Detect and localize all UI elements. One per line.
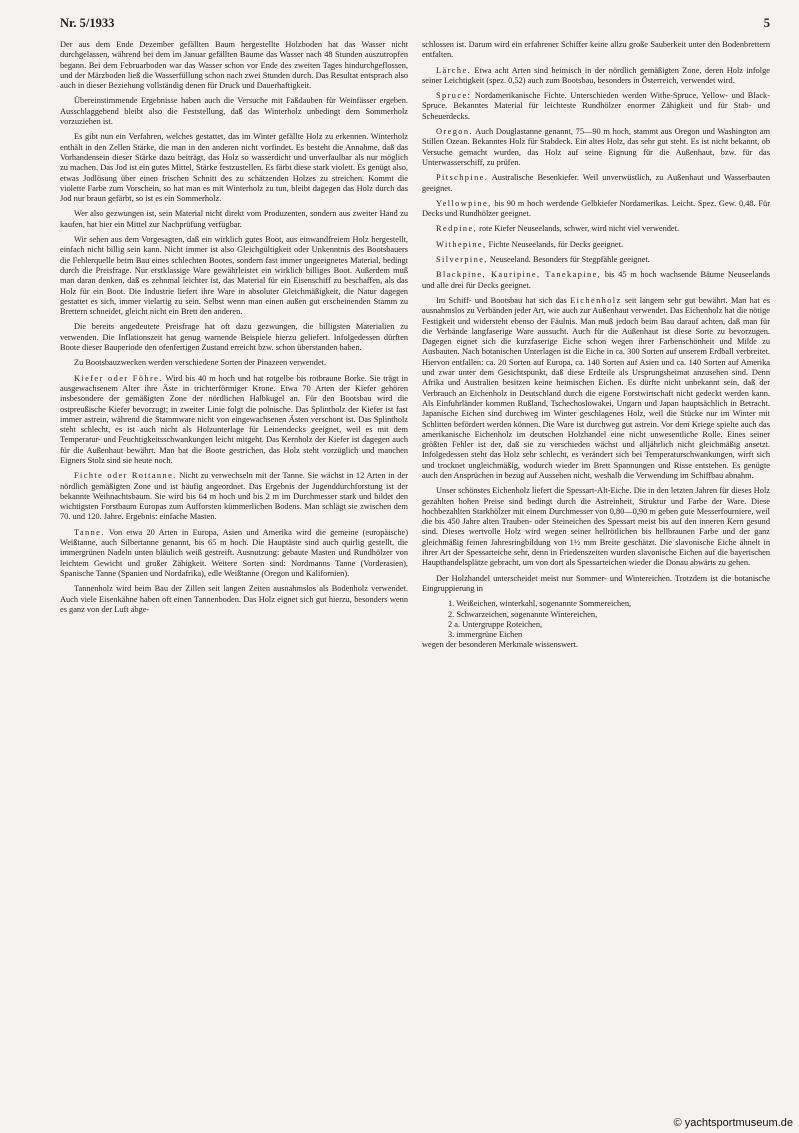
paragraph bbox=[422, 40, 770, 61]
paragraph-text: schlossen ist. Darum wird ein erfahrener Schiffer keine allzu große Sauberkeit unter den Bodenbrettern entfalten. bbox=[422, 40, 770, 60]
list-item: 2. Schwarzeichen, sogenannte Wintereichen, bbox=[448, 609, 598, 619]
paragraph-text: Etwa acht Arten sind heimisch in der nördlich gemäßigten Zone, deren Holz infolge seiner Leichtigkeit (spez. 0,52) auch zum Bootsbau, besonders in Österreich, verwendet wird. bbox=[422, 65, 770, 85]
paragraph bbox=[422, 66, 770, 87]
wood-term: Kiefer oder Föhre. bbox=[74, 373, 163, 383]
closing-line: wegen der besonderen Merkmale wissenswert. bbox=[422, 640, 578, 650]
paragraph-text: Übereinstimmende Ergebnisse haben auch die Versuche mit Faßdauben für Weinfässer ergeben. Ausschlaggebend bleibt also die Feststellung, daß das Winterholz unbedingt dem Sommerholz vorzuziehen ist. bbox=[60, 96, 408, 127]
paragraph bbox=[60, 374, 408, 467]
paragraph bbox=[60, 132, 408, 204]
wood-term: Tanne. bbox=[74, 527, 105, 537]
wood-term: Oregon. bbox=[436, 127, 473, 137]
paragraph-text: Neuseeland. Besonders für Stegpfähle geeignet. bbox=[487, 255, 650, 265]
paragraph-text: Australische Besenkiefer. Weil unverwüstlich, zu Außenhaut und Wasserbauten geeignet. bbox=[422, 173, 770, 193]
issue-number: Nr. 5/1933 bbox=[60, 16, 115, 30]
paragraph bbox=[422, 224, 770, 234]
paragraph-text: Tannenholz wird beim Bau der Zillen seit langen Zeiten ausnahmslos als Bodenholz verwendet. Auch viele Eisenkähne haben oft einen Tannenboden. Das Holz eignet sich gut hierzu, besonders wenn es ganz von der Luft abge- bbox=[60, 584, 408, 614]
wood-term: Spruce: bbox=[436, 91, 472, 101]
wood-term: Blackpine, Kauripine, Tanekapine, bbox=[436, 270, 602, 280]
paragraph bbox=[422, 270, 770, 291]
wood-term: Redpine, bbox=[436, 224, 478, 234]
paragraph bbox=[422, 240, 770, 250]
paragraph bbox=[422, 255, 770, 265]
paragraph bbox=[422, 91, 770, 122]
paragraph-text: Wir sehen aus dem Vorgesagten, daß ein wirklich gutes Boot, aus einwandfreiem Holz hergestellt, einfach nicht billig sein kann. Nicht immer ist also Gleichgültigkeit oder Unkenntnis des Bootsbauers die Fehlerquelle beim Bau eines schlechten Bootes, sondern fast immer ungeeignetes Material, bedingt durch die Preisfrage. Nur erstklassige Ware gewährleistet ein wirklich billiges Boot. Außerdem muß man daran denken, daß es zehnmal leichter ist, das Material für ein Eisenschiff zu beschaffen, als das Holz für ein Boot. Die Industrie liefert ihre Ware in absoluter Gleichmäßigkeit, die Natur dagegen gestattet es sich, immer vielartig zu sein. Selbst wenn man einen außen gut erscheinenden Stamm zu Brettern schneidet, gleicht nicht ein Brett den anderen. bbox=[60, 235, 408, 317]
oak-classification-list bbox=[422, 599, 770, 640]
paragraph-text: Fichte Neuseelands, für Decks geeignet. bbox=[486, 239, 623, 249]
paragraph-text: Nicht zu verwechseln mit der Tanne. Sie wächst in 12 Arten in der nördlich gemäßigten Zone und ist häufig angeordnet. Das Ergebnis der Jugenddurchforstung ist der bekannte Weihnachtsbaum. Sie wird bis 64 m hoch und bis 2 m im Durchmesser stark und bildet den wichtigsten Forstbaum Europas zum Aufforsten kümmerlichen Bodens. Man schlägt sie zwischen dem 70. und 120. Jahre. Ergebnis: einfache Masten. bbox=[60, 471, 408, 522]
paragraph bbox=[422, 199, 770, 220]
paragraph-text: bis 45 m hoch wachsende Bäume Neuseelands und alle drei für Decks geeignet. bbox=[422, 270, 770, 290]
paragraph bbox=[60, 209, 408, 230]
right-column-paragraphs bbox=[422, 40, 770, 594]
paragraph-text: Von etwa 20 Arten in Europa, Asien und Amerika wird die gemeine (europäische) Weißtanne, auch Silbertanne genannt, bis 65 m hoch. Die Hauptäste sind auch quirlig gestellt, die immergrünen Nadeln unten bläulich weiß gestreift. Ausnutzung: gebaute Masten und Rundhölzer von leichtem Gewicht und großer Zähigkeit. Weitere Sorten sind: Nordmanns Tanne (Vorderasien), Spanische Tanne (Spanien und Nordafrika), edle Weißtanne (Oregon und Kalifornien). bbox=[60, 527, 408, 578]
wood-term: Lärche. bbox=[436, 65, 472, 75]
paragraph bbox=[60, 322, 408, 353]
paragraph-text: Es gibt nun ein Verfahren, welches gestattet, das im Winter gefällte Holz zu erkennen. Winterholz enthält in den Zellen Stärke, die man in den anderen nicht vorfindet. Es besteht die Annahme, daß das Vorhandensein dieser Stärke dazu beiträgt, das Holz so wasserdicht und unverfaulbar als nur möglich zu machen. Das Jod ist ein gutes Mittel, Stärke festzustellen. Es färbt diese stark violett. Es genügt also, etwas Jodlösung über einen frischen Schnitt des zu schätzenden Holzes zu streichen. Kommt die violette Farbe zum Vorschein, so hat man es mit Winterholz zu tun, bleibt dagegen das Holz durch das Jod nur braun gefärbt, so ist es ein Sommerholz. bbox=[60, 132, 408, 204]
left-column bbox=[60, 40, 408, 1090]
paragraph bbox=[60, 96, 408, 127]
wood-term: Pitschpine. bbox=[436, 173, 489, 183]
list-item: 2 a. Untergruppe Roteichen, bbox=[448, 619, 543, 629]
wood-term: Eichenholz bbox=[570, 295, 622, 305]
paragraph bbox=[60, 584, 408, 615]
paragraph-lead-text: Im Schiff- und Bootsbau hat sich das bbox=[436, 295, 571, 305]
paragraph-text: Der aus dem Ende Dezember gefällten Baum hergestellte Holzboden hat das Wasser nicht durchgelassen, während bei dem im Januar gefällten Baume das Wasser nach 48 Stunden auszutropfen begann. Bei dem Februarboden war das Wasser schon vor Ende des zweiten Tages hindurchgeflossen, und der Märzboden ließ die Wasserfüllung schon nach zwei Stunden durch. Das Resultat entsprach also auch in dieser Beziehung vollständig denen für Druck und Dauerhaftigkeit. bbox=[60, 40, 408, 91]
paragraph bbox=[60, 471, 408, 522]
paragraph-text: Auch Douglastanne genannt, 75—90 m hoch, stammt aus Oregon und Washington am Stillen Ozean. Bekanntes Holz für Stabdeck. Ein altes Holz, das sehr gut steht. Es ist nicht bekannt, ob Versuche gemacht wurden, das Holz auf seine Eignung für die Außenhaut, bzw. für das Unterwasserschiff, zu prüfen. bbox=[422, 127, 770, 167]
wood-term: Silverpine, bbox=[436, 255, 488, 265]
paragraph-text: Der Holzhandel unterscheidet meist nur Sommer- und Wintereichen. Trotzdem ist die botanische Eingruppierung in bbox=[422, 573, 770, 593]
paragraph-text: seit langem sehr gut bewährt. Man hat es ausnahmslos zu Verbänden jeder Art, wie auch zur Außenhaut verwendet. Das Eichenholz hat die nötige Festigkeit und widersteht ebenso der Fäulnis. Man muß jedoch beim Bau darauf achten, daß man für die Verbände langfaserige Ware aussucht. Auch für die Außenhaut ist diese Sorte zu bevorzugen. Dagegen eignet sich die kurzfaserige Eiche schon wegen ihrer Farbenschönheit und Milde zu Ausbauten. Nach botanischen Unterlagen ist die Eiche in ca. 300 Sorten auf unserem Erdball verbreitet. Hiervon entfallen: ca. 20 Sorten auf Europa, ca. 140 Sorten auf Asien und ca. 140 Sorten auf Amerika und zwar unter dem Gesichtspunkt, daß diese Erdteile als Ursprungsheimat anzusehen sind. Denn Afrika und Australien besitzen keine heimischen Eichen. Es dürfte nicht unbekannt sein, daß der Verbrauch an Eichenholz in Deutschland durch die eigene Forstwirtschaft nicht gedeckt werden kann. Als Einfuhrländer kommen Rußland, Tschechoslowakei, Ungarn und Japan hauptsächlich in Betracht. Japanische Eichen sind durchweg im Winter geschlagenes Holz, weil die Stücke nur im Winter mit Schlitten befördert werden können. Die Ware ist durchweg gut astrein. Vor dem Kriege spielte auch das amerikanische Eichenholz im deutschen Holzhandel eine nicht unwesentliche Rolle. Eines seiner größten Fehler ist der, daß sie zu verschieden wächst und alljährlich nicht gleichmäßig ansetzt. Infolgedessen steht das Holz sehr schlecht, es verändert sich bei Temperaturschwankungen, wirft sich und trocknet ungleichmäßig, wodurch wieder im Brett Spannungen und Risse entstehen. Es genügte auch den Ansprüchen in bezug auf Aussehen nicht, weshalb die Verwendung im Schiffbau abnahm. bbox=[422, 295, 770, 480]
right-column bbox=[422, 40, 770, 1090]
list-item: 3. immergrüne Eichen bbox=[448, 630, 523, 640]
list-item: 1. Weißeichen, winterkahl, sogenannte Sommereichen, bbox=[448, 599, 632, 609]
paragraph bbox=[422, 127, 770, 168]
paragraph-text: rote Kiefer Neuseelands, schwer, wird nicht viel verwendet. bbox=[477, 224, 680, 234]
paragraph-text: Die bereits angedeutete Preisfrage hat oft dazu gezwungen, die billigsten Materialien zu verwenden. Die Inflationszeit hat genug warnende Beispiele hierzu geliefert. Infolgedessen dürften Boote dieser Bauperiode den ofenfertigen Zustand erreicht bzw. schon überstanden haben. bbox=[60, 322, 408, 353]
paragraph bbox=[422, 173, 770, 194]
copyright-credit: © yachtsportmuseum.de bbox=[673, 1117, 793, 1129]
page-header bbox=[60, 16, 770, 36]
wood-term: Yellowpine, bbox=[436, 198, 492, 208]
paragraph bbox=[60, 235, 408, 317]
wood-term: Withepine, bbox=[436, 239, 487, 249]
paragraph bbox=[60, 40, 408, 91]
wood-term: Fichte oder Rottanne. bbox=[74, 471, 177, 481]
paragraph bbox=[60, 528, 408, 579]
paragraph bbox=[422, 296, 770, 481]
paragraph-text: bis 90 m hoch werdende Gelbkiefer Nordamerikas. Leicht. Spez. Gew. 0,48. Für Decks und Rundhölzer geeignet. bbox=[422, 198, 770, 219]
paragraph-text: Zu Bootsbauzwecken werden verschiedene Sorten der Pinazeen verwendet. bbox=[74, 358, 327, 368]
paragraph-text: Unser schönstes Eichenholz liefert die Spessart-Alt-Eiche. Die in den letzten Jahren für dieses Holz gezahlten hohen Preise sind bedingt durch die Astreinheit, Struktur und Farbe der Ware. Diese hochbezahlten Starkhölzer mit einem Durchmesser von 0,80—0,90 m geben gute Messerfourniere, weil die bis 450 Jahre alten Trauben- oder Steineichen des Spessart meist bis auf den inneren Kern gesund sind. Dieses wertvolle Holz wird wegen seiner hellrötlichen bis hellbraunen Farbe und der ganz gleichmäßig feinen Jahresringbildung von 1½ mm Breite geschätzt. Die slavonische Eiche ähnelt in ihrer Art der Spessarteiche sehr, denn in Friedenszeiten wurden slavonische Eichen auf die bayerischen Haupthandelsplätze gebracht, um von dort als Spessarteichen wieder die Donau abwärts zu gehen. bbox=[422, 486, 770, 568]
paragraph bbox=[422, 486, 770, 568]
paragraph-text: Wer also gezwungen ist, sein Material nicht direkt vom Produzenten, sondern aus zweiter Hand zu kaufen, hat hier ein Mittel zur Nachprüfung verfügbar. bbox=[60, 209, 408, 229]
paragraph-text: Wird bis 40 m hoch und hat rotgelbe bis rotbraune Borke. Sie trägt in ausgewachsenem Alter ihre Äste in trichterförmiger Krone. Etwa 70 Arten der Kiefer gehören insbesondere der gemäßigten Zone der nördlichen Halbkugel an. Für den Bootsbau wird die ostpreußische Kiefer bevorzugt; in zweiter Linie folgt die polnische. Das Splintholz der Kiefer ist fast immer astrein, während die Stammware nicht von eingewachsenen Ästen verschont ist. Das Splintholz steht schlecht, es ist auch nicht als Holzunterlage für Leinendecks geeignet, weil es mit dem Temperatur- und Feuchtigkeitsschwankungen leicht mitgeht. Das Kernholz der Kiefer ist dagegen auch für die Außenhaut bewährt. Man hat die Boote gestrichen, das Holz steht vorzüglich und manchen Eigners Stolz sind sie heute noch. bbox=[60, 373, 408, 465]
page-number: 5 bbox=[763, 16, 770, 30]
paragraph bbox=[60, 358, 408, 368]
paragraph-text: Nordamerikanische Fichte. Unterschieden werden Withe-Spruce, Yellow- und Black-Spruce. Bekanntes Material für leichteste Rundhölzer enormer Zähigkeit und für Stab- und Scheuerdecks. bbox=[422, 91, 770, 121]
paragraph bbox=[422, 574, 770, 595]
